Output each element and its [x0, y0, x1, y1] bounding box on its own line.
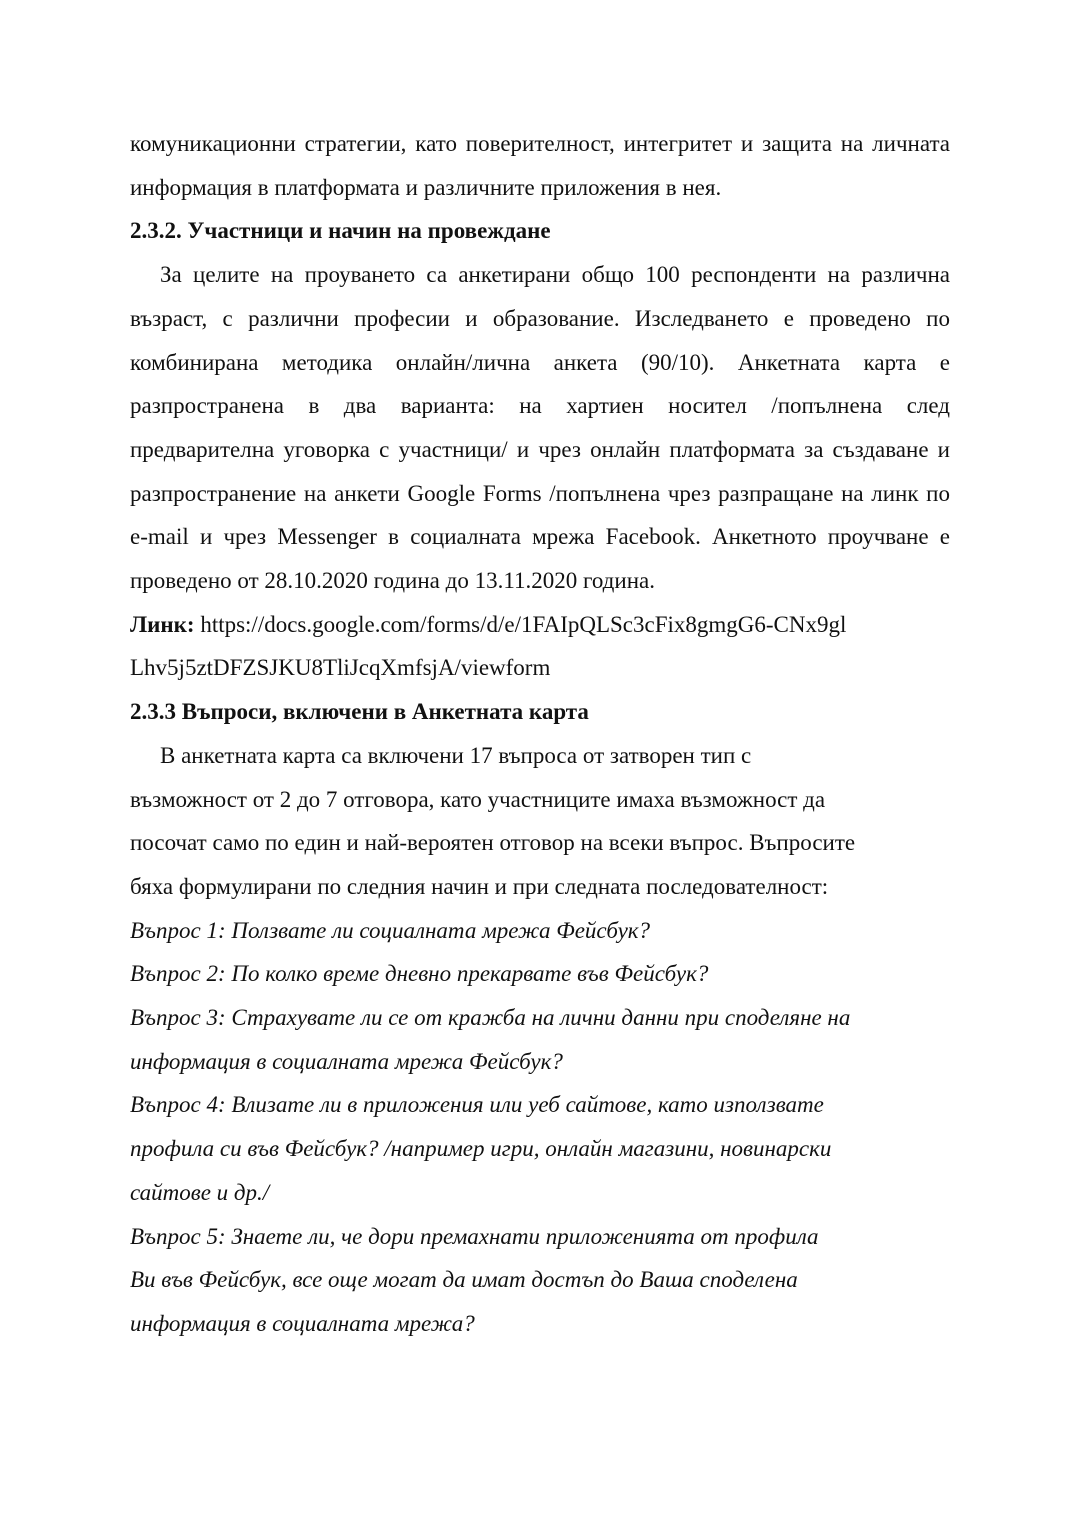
question-line: информация в социалната мрежа Фейсбук?: [130, 1048, 563, 1074]
questions-intro-line: възможност от 2 до 7 отговора, като участниците имаха възможност да: [130, 786, 826, 812]
question-5: [130, 1215, 950, 1346]
section-heading-2-3-2: 2.3.2. Участници и начин на провеждане: [130, 218, 551, 244]
question-4: [130, 1083, 950, 1214]
question-line: информация в социалната мрежа?: [130, 1310, 475, 1336]
intro-paragraph: комуникационни стратегии, като поверителност, интегритет и защита на личната информация в платформата и различните приложения в нея.: [130, 131, 950, 200]
question-3: [130, 996, 950, 1083]
questions-intro-line: бяха формулирани по следния начин и при следната последователност:: [130, 873, 829, 899]
question-line: Въпрос 3: Страхувате ли се от кражба на лични данни при споделяне на: [130, 1005, 851, 1031]
question-line: Въпрос 5: Знаете ли, че дори премахнати приложенията от профила: [130, 1223, 819, 1249]
question-line: Въпрос 2: По колко време дневно прекарвате във Фейсбук?: [130, 961, 709, 987]
document-page: [130, 122, 950, 1346]
section-heading-2-3-3: 2.3.3 Въпроси, включени в Анкетната карта: [130, 699, 589, 725]
question-line: профила си във Фейсбук? /например игри, онлайн магазини, новинарски: [130, 1136, 832, 1162]
questions-intro-paragraph: [130, 734, 950, 909]
question-2: [130, 952, 950, 996]
question-line: Въпрос 1: Ползвате ли социалната мрежа Фейсбук?: [130, 917, 651, 943]
question-1: [130, 909, 950, 953]
survey-link-block: [130, 603, 950, 690]
questions-intro-line: В анкетната карта са включени 17 въпроса от затворен тип с: [160, 742, 752, 768]
survey-link-part-1[interactable]: https://docs.google.com/forms/d/e/1FAIpQLSc3cFix8gmgG6-CNx9gl: [200, 611, 847, 637]
question-line: Въпрос 4: Влизате ли в приложения или уеб сайтове, като използвате: [130, 1092, 824, 1118]
questions-intro-line: посочат само по един и най-вероятен отговор на всеки въпрос. Въпросите: [130, 830, 856, 856]
link-label: Линк:: [130, 611, 195, 637]
survey-link-part-2[interactable]: Lhv5j5ztDFZSJKU8TliJcqXmfsjA/viewform: [130, 655, 551, 681]
participants-paragraph: За целите на проуването са анкетирани общо 100 респонденти на различна възраст, с различни професии и образование. Изследването е проведено по комбинирана методика онлайн/лична анкета (90/10). Анкетната карта е разпространена в два варианта: на хартиен носител /попълнена след предварителна уговорка с участници/ и чрез онлайн платформата за създаване и разпространение на анкети Google Forms /попълнена чрез разпращане на линк по e-mail и чрез Messenger в социалната мрежа Facebook. Анкетното проучване е проведено от 28.10.2020 година до 13.11.2020 година.: [130, 262, 950, 594]
question-line: сайтове и др./: [130, 1179, 270, 1205]
question-line: Ви във Фейсбук, все още могат да имат достъп до Ваша споделена: [130, 1267, 798, 1293]
